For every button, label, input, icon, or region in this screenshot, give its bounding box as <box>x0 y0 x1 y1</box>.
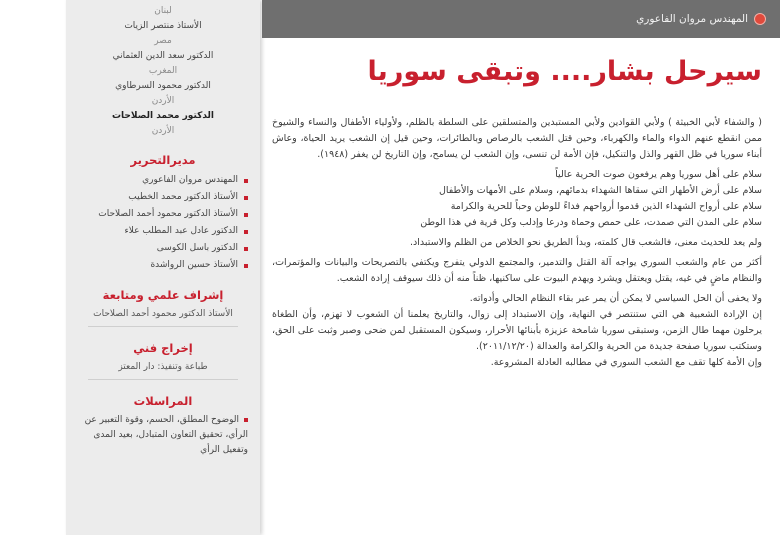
article-paragraph: سلام على المدن التي صمدت، على حمص وحماة ودرعا وإدلب وكل قرية في هذا الوطن <box>420 217 762 228</box>
article-title: سيرحل بشار.... وتبقى سوريا <box>367 56 762 87</box>
editorial-member: الدكتور باسل الكوسى <box>66 240 248 257</box>
board-country: مصر <box>154 36 172 46</box>
divider <box>88 379 238 380</box>
editorial-title: مديرالتحرير <box>130 153 196 167</box>
author-name: المهندس مروان الفاعوري <box>636 13 748 25</box>
bullet-icon <box>244 418 248 422</box>
supervision-title: إشراف علمي ومتابعة <box>102 288 224 302</box>
board-member: الدكتور محمد الصلاحات <box>111 111 215 121</box>
correspondence-body: الوضوح المطلق، الحسم، وقوة التعبير عن الرأي، تحقيق التعاون المتبادل، بعيد المدى وتفعيل الرأي <box>84 415 248 455</box>
sidebar <box>66 0 260 535</box>
editorial-member: الأستاذ حسين الرواشدة <box>66 257 248 274</box>
article-paragraph: سلام على أرواح الشهداء الذين قدموا أرواحهم فداءً للوطن وحباً للحرية والكرامة <box>450 201 762 212</box>
board-member: الأستاذ منتصر الزيات <box>124 21 202 31</box>
editorial-member: الأستاذ الدكتور محمود أحمد الصلاحات <box>66 206 248 223</box>
article-paragraph: سلام على أرض الأطهار التي سقاها الشهداء بدمائهم، وسلام على الأمهات والأطفال <box>438 185 762 196</box>
board-member: الدكتور سعد الدين العثماني <box>112 51 214 61</box>
advisory-board <box>66 4 260 139</box>
article-paragraph: ( والشفاء لأبي الخبيثة ) ولأبي القوادين ولأبي المستبدين والمتسلقين على السلطة بالظلم، ولأولياء الأطفال والنساء والشيوخ ممن انقطع عنهم الدواء والماء والكهرباء، وحين قتل الشعب بالرصاص وبالطائرات، وحين قيل إن الشعب يريد الحياة، وعاش أبناء سوريا في ظل القهر والذل والتنكيل، فإن الأمة لن تنسى، وإن الشعب لن يسامح، وإن التاريخ لن يغفر (١٩٤٨). <box>272 117 762 160</box>
design-name: طباعة وتنفيذ: دار المعتز <box>118 362 208 372</box>
article-paragraph: وإن الأمة كلها تقف مع الشعب السوري في مطالبه العادلة المشروعة. <box>490 357 762 368</box>
editorial-member: الأستاذ الدكتور محمد الخطيب <box>66 189 248 206</box>
author-bar <box>262 0 780 38</box>
editorial-list <box>66 172 260 274</box>
article-paragraph: أكثر من عام والشعب السوري يواجه آلة القتل والتدمير، والمجتمع الدولي يتفرج ويكتفي بالتصريحات والبيانات والمؤتمرات، والنظام ماضٍ في غيه، يقتل ويعتقل ويشرد ويهدم البيوت على ساكنيها، ظناً منه أن ذلك سيوقف إرادة الشعب. <box>272 257 762 284</box>
board-country: المغرب <box>148 66 178 76</box>
correspondence-title: المراسلات <box>133 394 193 408</box>
article-paragraph: ولا يخفى أن الحل السياسي لا يمكن أن يمر عبر بقاء النظام الحالي وأدواته. <box>469 293 762 304</box>
bullet-icon <box>754 13 766 25</box>
article <box>272 56 762 371</box>
board-country: الأردن <box>151 96 175 106</box>
divider <box>88 326 238 327</box>
article-paragraph: إن الإرادة الشعبية هي التي ستنتصر في النهاية، وإن الاستبداد إلى زوال، والتاريخ يعلمنا أن الشعوب لا تهزم، وأن الطغاة يرحلون مهما طال الزمن، وستبقى سوريا شامخة عزيزة بأبنائها الأحرار، وسيكون المستقبل لمن ضحى وصبر وثبت على الحق، وستكتب سوريا صفحة جديدة من الحرية والكرامة والعدالة (٢٠١١/١٢/٢٠). <box>272 309 762 352</box>
article-paragraph: سلام على أهل سوريا وهم يرفعون صوت الحرية عالياً <box>555 169 762 180</box>
article-paragraph: ولم يعد للحديث معنى، فالشعب قال كلمته، وبدأ الطريق نحو الخلاص من الظلم والاستبداد. <box>410 237 762 248</box>
design-title: إخراج فني <box>133 341 193 355</box>
correspondence-text <box>66 413 260 458</box>
editorial-member: الدكتور عادل عبد المطلب علاء <box>66 223 248 240</box>
board-country: الأردن <box>151 126 175 136</box>
supervision-name: الأستاذ الدكتور محمود أحمد الصلاحات <box>93 309 233 319</box>
editorial-member: المهندس مروان الفاعوري <box>66 172 248 189</box>
board-member: الدكتور محمود السرطاوي <box>115 81 211 91</box>
board-country: لبنان <box>154 6 172 16</box>
